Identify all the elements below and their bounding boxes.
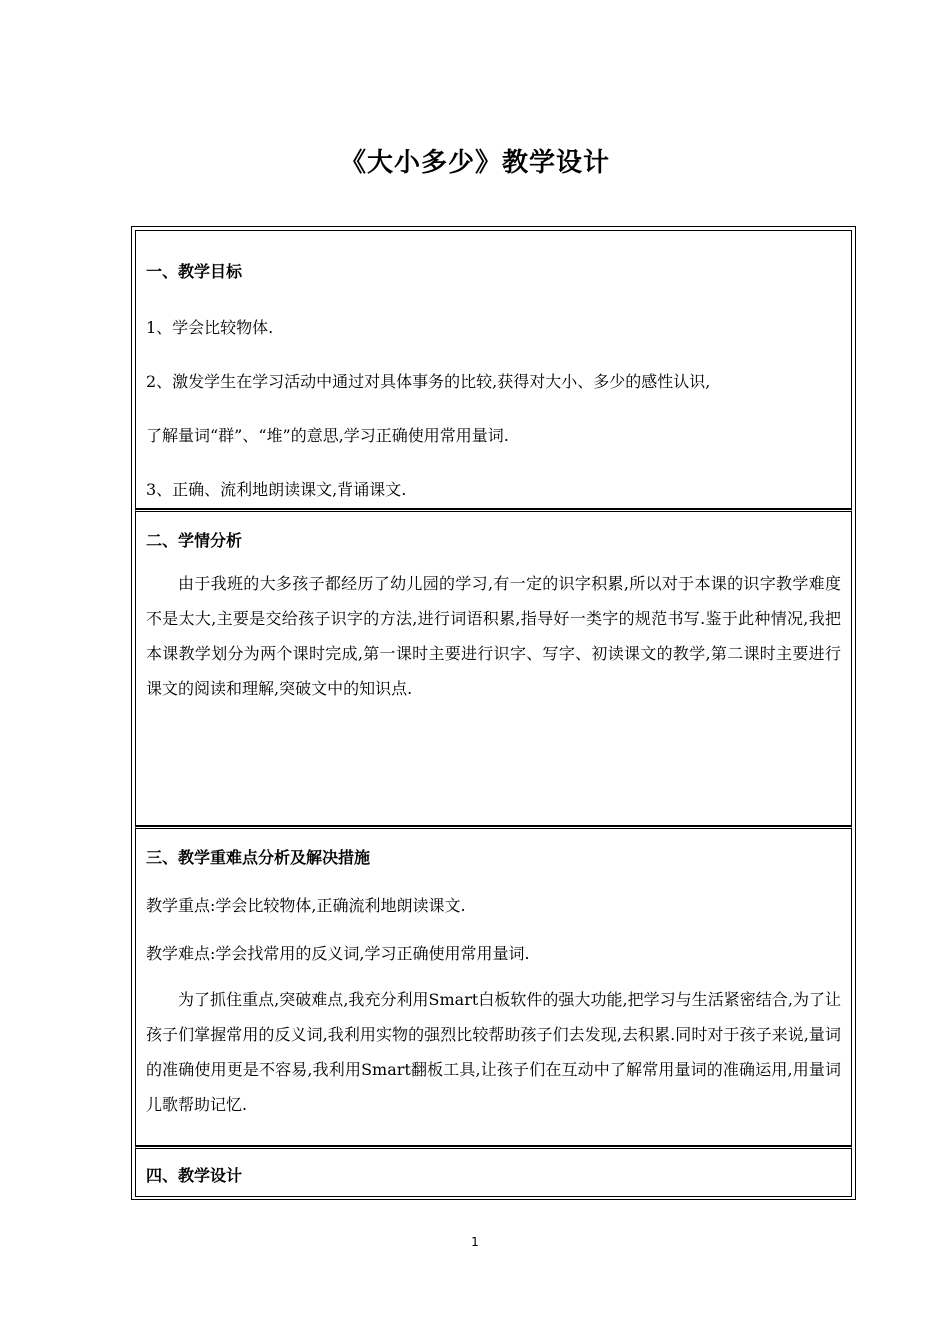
section-student-analysis: [135, 509, 852, 826]
section-heading: 二、学情分析: [146, 531, 243, 550]
difficult-point: 教学难点:学会找常用的反义词,学习正确使用常用量词.: [146, 944, 530, 963]
list-item: 3、正确、流利地朗读课文,背诵课文.: [146, 480, 407, 499]
list-item: 1、学会比较物体.: [146, 318, 274, 337]
list-item: 了解量词“群”、“堆”的意思,学习正确使用常用量词.: [146, 426, 509, 445]
paragraph: 为了抓住重点,突破难点,我充分利用Smart白板软件的强大功能,把学习与生活紧密结合,为了让孩子们掌握常用的反义词,我利用实物的强烈比较帮助孩子们去发现,去积累.同时对于孩子来说,量词的准确使用更是不容易,我利用Smart翻板工具,让孩子们在互动中了解常用量词的准确运用,用量词儿歌帮助记忆.: [146, 990, 841, 1114]
document-title: 《大小多少》教学设计: [339, 148, 610, 178]
section-heading: 一、教学目标: [146, 262, 243, 281]
section-key-difficult-points: [135, 826, 852, 1146]
section-heading: 四、教学设计: [146, 1166, 243, 1185]
section-heading: 三、教学重难点分析及解决措施: [146, 848, 371, 867]
key-point: 教学重点:学会比较物体,正确流利地朗读课文.: [146, 896, 466, 915]
list-item: 2、激发学生在学习活动中通过对具体事务的比较,获得对大小、多少的感性认识,: [146, 372, 711, 391]
content-table: [131, 226, 856, 1200]
section-objectives: [135, 230, 852, 509]
section-teaching-design: [135, 1146, 852, 1197]
paragraph: 由于我班的大多孩子都经历了幼儿园的学习,有一定的识字积累,所以对于本课的识字教学难度不是太大,主要是交给孩子识字的方法,进行词语积累,指导好一类字的规范书写.鉴于此种情况,我把本课教学划分为两个课时完成,第一课时主要进行识字、写字、初读课文的教学,第二课时主要进行课文的阅读和理解,突破文中的知识点.: [146, 574, 841, 698]
page-number: 1: [471, 1235, 479, 1249]
